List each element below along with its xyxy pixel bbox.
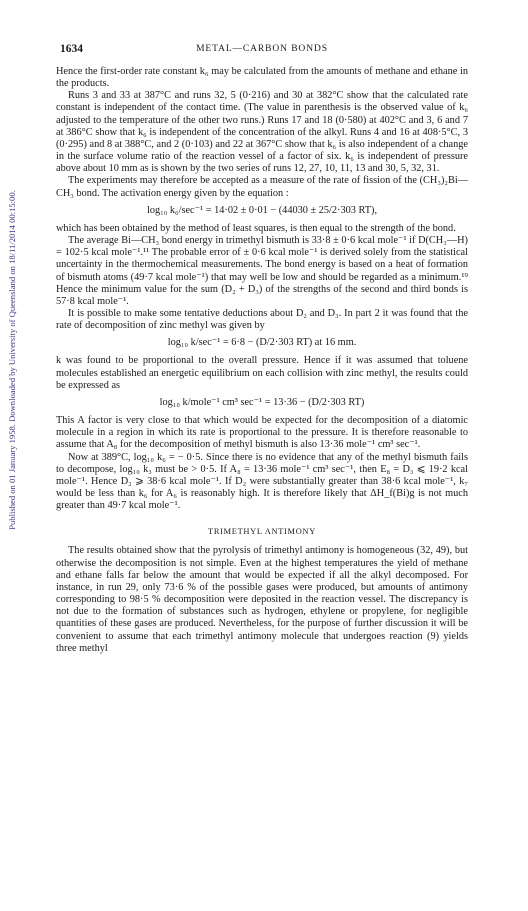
paragraph: The experiments may therefore be accepted as a measure of the rate of fission of the (CH₃)₂Bi—CH₃ bond. The activation energy given by the equation :	[56, 175, 468, 199]
equation: log₁₀ k/mole⁻¹ cm³ sec⁻¹ = 13·36 − (D/2·303 RT)	[159, 396, 365, 408]
paragraph: k was found to be proportional to the overall pressure. Hence if it was assumed that toluene molecules established an energetic equilibrium on each collision with zinc methyl, the results could be expressed as	[56, 355, 468, 391]
download-notice-text: Published on 01 January 1958. Downloaded by University of Queensland on 18/11/2014 00:15:00.	[7, 190, 17, 530]
equation: log₁₀ k/sec⁻¹ = 6·8 − (D/2·303 RT) at 16 mm.	[167, 337, 357, 349]
running-title: METAL—CARBON BONDS	[196, 44, 328, 54]
paragraph: It is possible to make some tentative deductions about D₂ and D₃. In part 2 it was found that the rate of decomposition of zinc methyl was given by	[56, 307, 468, 332]
paragraph: Hence the first-order rate constant k₆ may be calculated from the amounts of methane and ethane in the products.	[56, 66, 468, 90]
paragraph: Runs 3 and 33 at 387°C and runs 32, 5 (0·216) and 30 at 382°C show that the calculated rate constant is independent of the contact time. (The value in parenthesis is the observed value of k₆ adjusted to the temperature of the other two runs.) Runs 17 and 18 (0·580) at 402°C and 3, 6 and 7 at 386°C show that k₆ is independent of the concentration of the alkyl. Runs 4 and 16 at 408·5°C, 3 (0·295) and 8 at 388°C, and 2 (0·103) and 22 at 367°C show that k₆ is also independent of a change in the surface volume ratio of the reaction vessel of a factor of six. k₆ is independent of pressure above about 10 mm as is shown by the two series of runs 12, 27, 10, 11, 13 and 30, 5, 32, 31.	[56, 90, 468, 175]
section-heading: TRIMETHYL ANTIMONY	[208, 527, 316, 537]
paragraph: The average Bi—CH₃ bond energy in trimethyl bismuth is 33·8 ± 0·6 kcal mole⁻¹ if D(CH₃—H) = 102·5 kcal mole⁻¹.¹¹ The probable error of ± 0·6 kcal mole⁻¹ is derived solely from the statistical uncertainty in the thermochemical measurements. The bond energy is based on a heat of formation of bismuth atoms (49·7 kcal mole⁻¹) that may well be low and should be regarded as a minimum.¹⁹ Hence the minimum value for the sum (D₂ + D₃) of the strengths of the second and third bonds is 57·8 kcal mole⁻¹.	[56, 235, 468, 307]
paragraph: which has been obtained by the method of least squares, is then equal to the strength of the bond.	[56, 222, 456, 234]
article-body	[56, 66, 468, 655]
paragraph: Now at 389°C, log₁₀ k₆ = − 0·5. Since there is no evidence that any of the methyl bismuth fails to decompose, log₁₀ k₃ must be > 0·5. If A₈ = 13·36 mole⁻¹ cm³ sec⁻¹, then E₈ = D₃ ⩽ 19·2 kcal mole⁻¹. Hence D₂ ⩾ 38·6 kcal mole⁻¹. If D₂ were substantially greater than 38·6 kcal mole⁻¹, k₇ would be less than k₆ for A₆ is reasonably high. It is therefore likely that ΔH_f(Bi)g is not much greater than 49·7 kcal mole⁻¹.	[56, 451, 468, 512]
paragraph: The results obtained show that the pyrolysis of trimethyl antimony is homogeneous (32, 49), but otherwise the decomposition is not simple. Even at the highest temperatures the yield of methane and ethane falls far below the amount that would be expected if all the alkyl decomposed. For instance, in run 29, only 73·6 % of the possible gases were produced, but amounts of antimony corresponding to 98·5 % decomposition were deposited in the reaction vessel. The discrepancy is not due to the formation of substances such as hydrogen, ethylene or propylene, for negligible quantities of these gases are produced. Nevertheless, for the purpose of further discussion it will be convenient to assume that each trimethyl antimony molecule that undergoes reaction (9) yields three methyl	[56, 545, 468, 654]
paragraph: This A factor is very close to that which would be expected for the decomposition of a diatomic molecule in a region in which its rate is proportional to the pressure. It is therefore reasonable to assume that A₈ for the decomposition of methyl bismuth is also 13·36 mole⁻¹ cm³ sec⁻¹.	[56, 415, 468, 451]
equation: log₁₀ k₆/sec⁻¹ = 14·02 ± 0·01 − (44030 ± 25/2·303 RT),	[146, 204, 378, 216]
download-notice	[7, 60, 24, 660]
page-header	[60, 43, 464, 57]
page-number: 1634	[60, 43, 83, 55]
